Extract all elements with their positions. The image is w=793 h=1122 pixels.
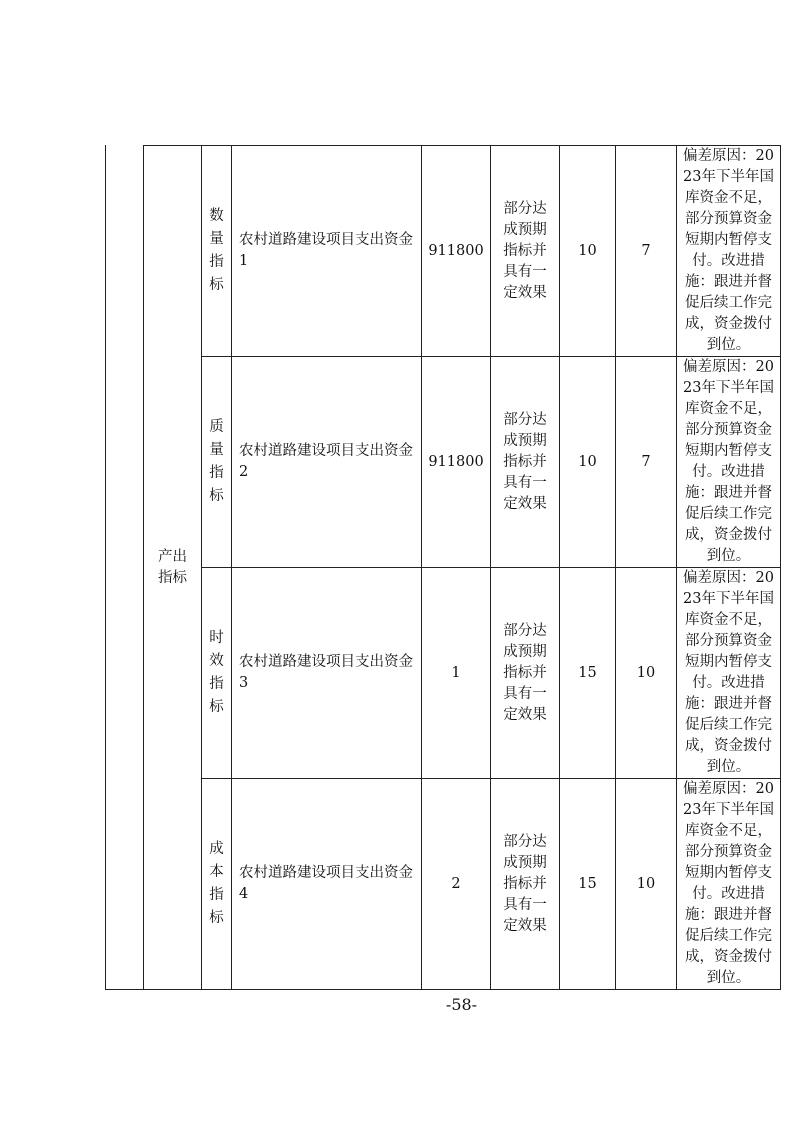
note-text: 偏差原因：2023年下半年国库资金不足，部分预算资金短期内暂停支付。改进措施：跟进并督促后续工作完成，资金拨付到位。 <box>683 359 774 564</box>
category-label: 质量指标 <box>209 419 224 504</box>
weight-cell: 15 <box>560 568 616 779</box>
level2-label: 产出指标 <box>158 548 187 586</box>
weight-cell: 10 <box>560 357 616 568</box>
item-cell: 农村道路建设项目支出资金1 <box>232 146 422 357</box>
note-cell <box>677 779 781 990</box>
item-cell: 农村道路建设项目支出资金4 <box>232 779 422 990</box>
actual-cell <box>491 779 560 990</box>
page-number: -58- <box>445 995 478 1014</box>
score-cell: 10 <box>616 568 677 779</box>
note-text: 偏差原因：2023年下半年国库资金不足，部分预算资金短期内暂停支付。改进措施：跟进并督促后续工作完成，资金拨付到位。 <box>683 781 774 986</box>
score-cell: 7 <box>616 146 677 357</box>
category-cell <box>202 357 232 568</box>
category-label: 成本指标 <box>209 841 224 926</box>
performance-table <box>105 145 781 990</box>
actual-cell <box>491 357 560 568</box>
actual-cell <box>491 146 560 357</box>
category-label: 数量指标 <box>209 208 224 293</box>
score-cell: 7 <box>616 357 677 568</box>
note-cell <box>677 568 781 779</box>
target-cell: 911800 <box>422 357 491 568</box>
note-cell <box>677 357 781 568</box>
level1-cell <box>106 146 144 990</box>
target-cell: 2 <box>422 779 491 990</box>
target-cell: 1 <box>422 568 491 779</box>
weight-cell: 10 <box>560 146 616 357</box>
actual-text: 部分达成预期指标并具有一定效果 <box>503 833 547 934</box>
note-cell <box>677 146 781 357</box>
score-cell: 10 <box>616 779 677 990</box>
target-cell: 911800 <box>422 146 491 357</box>
note-text: 偏差原因：2023年下半年国库资金不足，部分预算资金短期内暂停支付。改进措施：跟进并督促后续工作完成，资金拨付到位。 <box>683 570 774 775</box>
item-cell: 农村道路建设项目支出资金3 <box>232 568 422 779</box>
weight-cell: 15 <box>560 779 616 990</box>
category-cell <box>202 146 232 357</box>
category-cell <box>202 568 232 779</box>
actual-text: 部分达成预期指标并具有一定效果 <box>503 622 547 723</box>
item-cell: 农村道路建设项目支出资金2 <box>232 357 422 568</box>
note-text: 偏差原因：2023年下半年国库资金不足，部分预算资金短期内暂停支付。改进措施：跟进并督促后续工作完成，资金拨付到位。 <box>683 148 774 353</box>
category-label: 时效指标 <box>209 630 224 715</box>
actual-text: 部分达成预期指标并具有一定效果 <box>503 411 547 512</box>
level2-cell <box>144 146 202 990</box>
actual-cell <box>491 568 560 779</box>
category-cell <box>202 779 232 990</box>
actual-text: 部分达成预期指标并具有一定效果 <box>503 200 547 301</box>
